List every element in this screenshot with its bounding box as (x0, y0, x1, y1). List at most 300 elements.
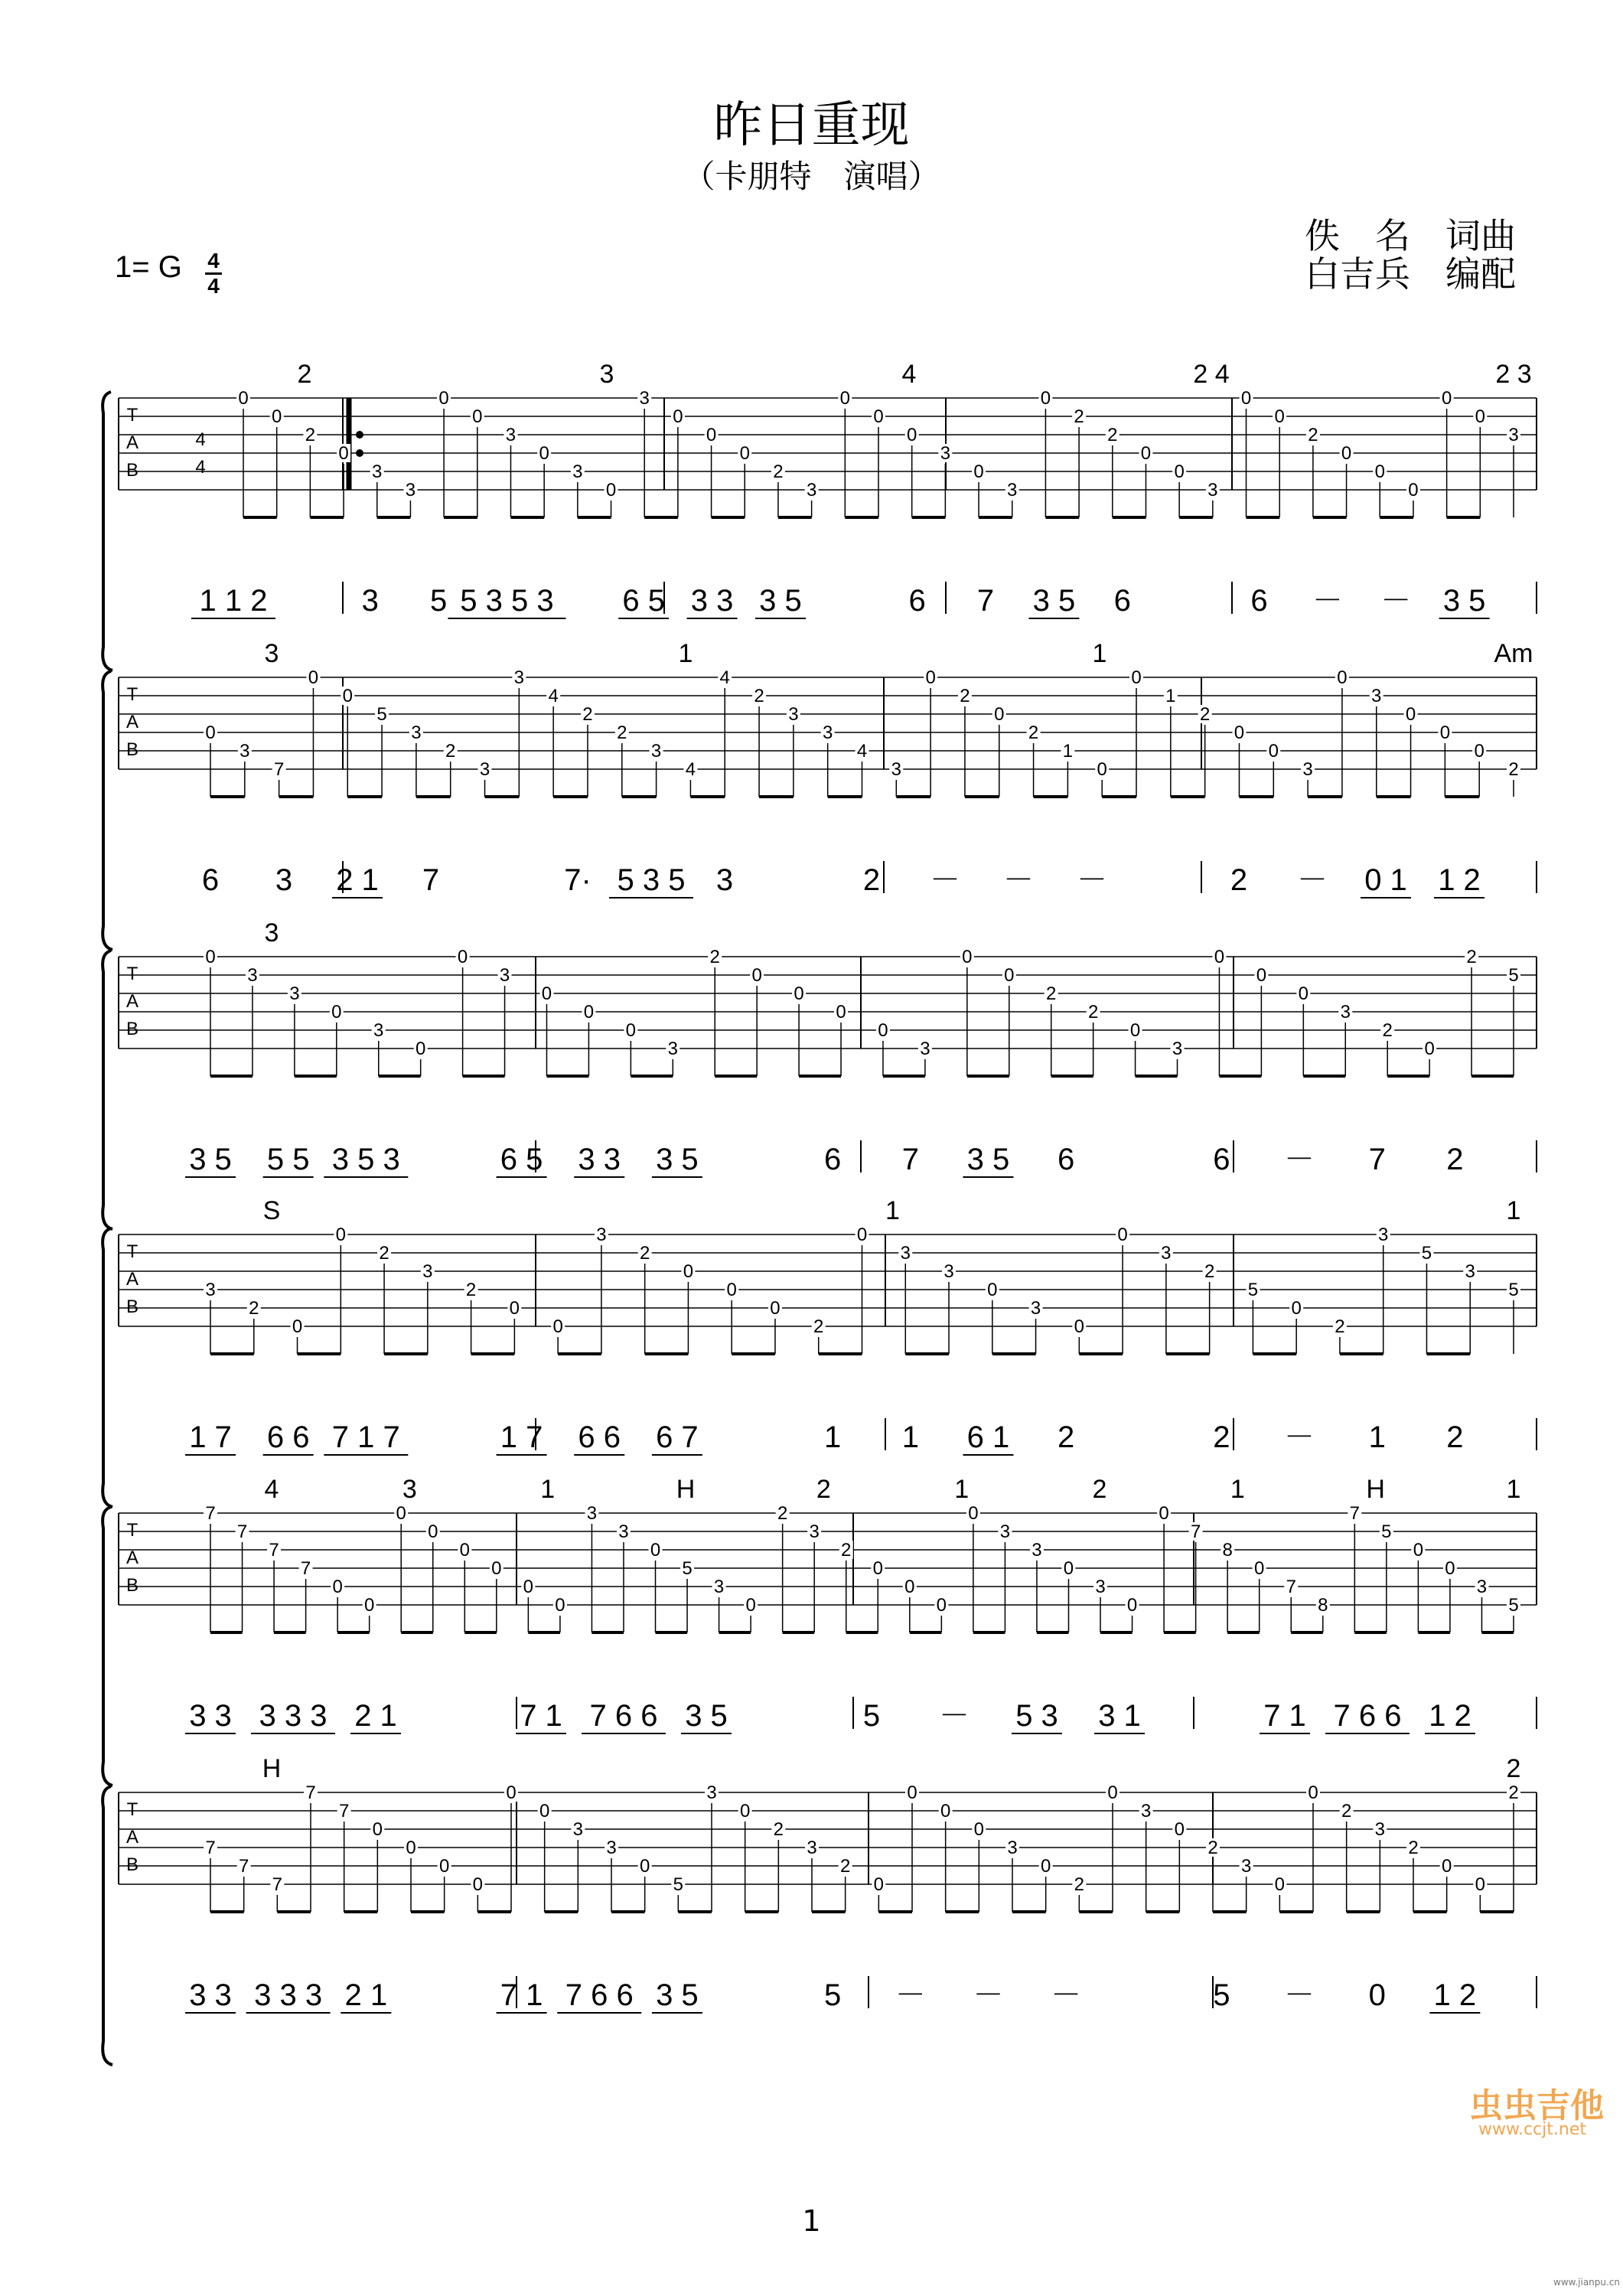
tab-fret-number: 7 (205, 1838, 216, 1858)
tab-fret-number: 0 (994, 704, 1005, 725)
tab-fret-number: 3 (1476, 1577, 1488, 1597)
tab-fret-number: 2 (841, 1540, 852, 1561)
tab-fret-number: 0 (292, 1316, 303, 1337)
tab-fret-number: 3 (807, 1838, 817, 1858)
jianpu-note: 7 6 6 (589, 1699, 658, 1733)
jianpu-note: 3 5 (189, 1143, 232, 1176)
repeat-dot (356, 449, 363, 457)
finger-number: 1 (540, 1475, 556, 1504)
tab-fret-number: 0 (605, 480, 617, 501)
tab-fret-number: 0 (415, 1039, 426, 1059)
tab-fret-number: 2 (617, 722, 627, 743)
jianpu-note: 2 (1213, 1420, 1230, 1454)
finger-number: 2 4 (1193, 360, 1230, 389)
tab-fret-number: 0 (904, 1577, 915, 1597)
key-signature: 1= G (115, 250, 182, 284)
tab-fret-number: 2 (1199, 704, 1211, 725)
tab-fret-number: 3 (1007, 480, 1018, 501)
tab-fret-number: 3 (999, 1521, 1011, 1542)
system-1 (103, 360, 1537, 670)
finger-number: H (262, 1754, 282, 1783)
jianpu-note: 1 7 (189, 1420, 232, 1454)
tab-clef-letter: T (126, 684, 139, 705)
tab-fret-number: 0 (539, 1801, 550, 1821)
tab-fret-number: 3 (618, 1521, 629, 1542)
tab-fret-number: 3 (900, 1243, 911, 1264)
tab-fret-number: 2 (1341, 1801, 1352, 1821)
tab-fret-number: 0 (794, 983, 804, 1004)
jianpu-note: － (1380, 584, 1412, 618)
tab-clef-letter: B (125, 1296, 139, 1317)
tab-fret-number: 3 (405, 480, 416, 501)
jianpu-note: 1 2 (1429, 1699, 1471, 1733)
tab-fret-number: 0 (472, 1874, 484, 1895)
page-number: 1 (802, 2204, 821, 2238)
tab-fret-number: 2 (1046, 983, 1057, 1004)
tab-fret-number: 7 (205, 1503, 216, 1524)
tab-fret-number: 0 (925, 667, 936, 688)
jianpu-note: 5 5 (266, 1143, 310, 1176)
tab-clef-letter: B (125, 739, 139, 760)
jianpu-note: 3 3 (578, 1143, 621, 1176)
tab-fret-number: 0 (625, 1020, 637, 1041)
tab-clef-letter: T (126, 964, 139, 984)
jianpu-note: 5 (1213, 1978, 1230, 2012)
tab-fret-number: 0 (332, 1577, 343, 1597)
tab-fret-number: 0 (1131, 667, 1142, 688)
tab-fret-number: 3 (1374, 1819, 1386, 1840)
jianpu-note: 6 (1113, 584, 1131, 618)
tab-fret-number: 0 (583, 1002, 595, 1022)
tab-fret-number: 3 (639, 388, 650, 409)
tab-fret-number: 0 (1040, 1856, 1051, 1877)
tab-fret-number: 2 (1308, 425, 1318, 445)
tab-fret-number: 7 (300, 1558, 311, 1579)
finger-number: 1 (1506, 1475, 1521, 1504)
jianpu-note: 3 3 (189, 1978, 232, 2012)
tab-fret-number: 3 (1302, 759, 1313, 780)
jianpu-note: 6 (201, 863, 220, 897)
tab-fret-number: 0 (372, 1819, 383, 1840)
tab-fret-number: 0 (205, 722, 216, 743)
tab-fret-number: 2 (305, 425, 316, 445)
tab-fret-number: 2 (754, 686, 764, 706)
watermark-logo: 虫虫吉他 (1469, 2086, 1604, 2125)
tab-fret-number: 2 (960, 686, 970, 706)
tab-fret-number: 5 (376, 704, 387, 725)
tab-fret-number: 0 (907, 1782, 917, 1803)
jianpu-note: 6 1 (966, 1420, 1010, 1454)
tab-fret-number: 0 (438, 1856, 450, 1877)
tab-fret-number: 1 (1165, 686, 1176, 706)
credit-arranger: 白吉兵 编配 (1305, 253, 1516, 295)
tab-fret-number: 0 (907, 425, 917, 445)
tab-fret-number: 0 (1445, 1558, 1455, 1579)
tab-fret-number: 7 (1349, 1503, 1360, 1524)
tab-fret-number: 0 (683, 1261, 694, 1282)
tab-fret-number: 0 (962, 947, 973, 967)
tab-fret-number: 0 (1254, 1558, 1265, 1579)
tab-fret-number: 4 (719, 667, 730, 688)
tab-fret-number: 2 (1466, 947, 1477, 967)
jianpu-note: 2 1 (344, 1978, 388, 2012)
tab-fret-number: 3 (809, 1521, 820, 1542)
jianpu-note: 3 5 (1032, 584, 1076, 618)
tab-fret-number: 0 (1159, 1503, 1169, 1524)
system-brace (103, 1786, 112, 2065)
system-brace (103, 392, 112, 670)
tab-fret-number: 0 (1126, 1595, 1138, 1616)
jianpu-note: 1 2 (1433, 1978, 1477, 2012)
tab-fret-number: 3 (1340, 1002, 1351, 1022)
finger-number: Am (1494, 639, 1533, 668)
jianpu-note: － (895, 1978, 926, 2012)
tab-fret-number: 2 (582, 704, 593, 725)
tab-fret-number: 7 (269, 1540, 279, 1561)
tab-fret-number: 3 (411, 722, 422, 743)
tab-fret-number: 3 (572, 461, 583, 482)
tab-fret-number: 3 (1031, 1540, 1042, 1561)
tab-fret-number: 0 (308, 667, 319, 688)
jianpu-note: － (1312, 584, 1343, 618)
system-5 (103, 1475, 1537, 1786)
tab-fret-number: 0 (751, 965, 762, 986)
tab-fret-number: 5 (682, 1558, 693, 1579)
tab-fret-number: 2 (777, 1503, 788, 1524)
tab-fret-number: 0 (739, 443, 750, 464)
tab-fret-number: 0 (552, 1316, 563, 1337)
finger-number: 3 (264, 639, 279, 668)
tab-clef-letter: B (125, 460, 139, 481)
jianpu-note: 3 (715, 863, 734, 897)
tab-clef-letter: B (125, 1575, 139, 1596)
tab-fret-number: 0 (1337, 667, 1348, 688)
jianpu-note: 0 1 (1364, 863, 1407, 897)
tab-fret-number: 3 (1465, 1261, 1475, 1282)
tab-fret-number: 3 (806, 480, 817, 501)
tab-fret-number: 5 (673, 1874, 684, 1895)
tab-fret-number: 0 (491, 1558, 502, 1579)
finger-number: 2 (297, 360, 312, 389)
tab-fret-number: 0 (438, 388, 449, 409)
tab-fret-number: 7 (338, 1801, 350, 1821)
time-signature-top: 4 (207, 249, 220, 272)
tab-fret-number: 7 (1286, 1577, 1296, 1597)
tab-clef-letter: T (126, 1520, 139, 1541)
tab-fret-number: 3 (205, 1280, 216, 1300)
tab-fret-number: 0 (1063, 1558, 1074, 1579)
jianpu-note: 7 (1368, 1143, 1386, 1176)
tab-fret-number: 0 (878, 1020, 888, 1041)
finger-number: 2 (1506, 1754, 1521, 1783)
tab-fret-number: 0 (973, 1819, 985, 1840)
tab-fret-number: 2 (773, 461, 784, 482)
repeat-dot (356, 431, 363, 439)
tab-fret-number: 0 (1240, 388, 1252, 409)
tab-fret-number: 0 (1341, 443, 1352, 464)
finger-number: 1 (885, 1196, 900, 1225)
tab-fret-number: 0 (856, 1225, 868, 1245)
time-signature-bottom: 4 (207, 274, 220, 298)
tab-clef-letter: A (125, 1548, 139, 1568)
jianpu-note: 1 7 (500, 1420, 543, 1454)
tab-fret-number: 0 (472, 406, 483, 427)
tab-clef-letter: A (125, 432, 139, 453)
song-title: 昨日重现 (713, 97, 910, 154)
tab-clef-letter: T (126, 1799, 139, 1820)
jianpu-note: 7 (901, 1143, 919, 1176)
tab-fret-number: 0 (872, 1558, 883, 1579)
tab-time-top: 4 (195, 429, 206, 450)
tab-fret-number: 0 (873, 1874, 885, 1895)
jianpu-note: － (1297, 863, 1328, 897)
tab-fret-number: 2 (1074, 406, 1084, 427)
tab-fret-number: 0 (639, 1856, 650, 1877)
tab-fret-number: 0 (745, 1595, 756, 1616)
jianpu-note: 7 6 6 (1333, 1699, 1402, 1733)
jianpu-note: － (1284, 1978, 1315, 2012)
finger-number: 3 (599, 360, 614, 389)
tab-fret-number: 7 (236, 1521, 248, 1542)
jianpu-note: 6 (908, 584, 926, 618)
finger-number: H (1366, 1475, 1385, 1504)
tab-fret-number: 0 (1424, 1039, 1435, 1059)
tab-fret-number: 0 (1291, 1298, 1302, 1319)
system-3 (103, 918, 1537, 1229)
tab-fret-number: 2 (1028, 722, 1039, 743)
tab-fret-number: 3 (499, 965, 510, 986)
tab-fret-number: 0 (739, 1801, 751, 1821)
tab-fret-number: 0 (205, 947, 216, 967)
tab-fret-number: 3 (943, 1261, 954, 1282)
tab-fret-number: 0 (396, 1503, 406, 1524)
jianpu-note: 5 (429, 584, 448, 618)
tab-fret-number: 7 (272, 1874, 283, 1895)
tab-fret-number: 3 (606, 1838, 617, 1858)
jianpu-note: 5 3 5 (617, 863, 686, 897)
jianpu-note: 3 5 (656, 1143, 699, 1176)
tab-fret-number: 3 (650, 741, 662, 762)
tab-fret-number: 8 (1222, 1540, 1233, 1561)
tab-fret-number: 2 (1508, 759, 1519, 780)
jianpu-note: 3 (275, 863, 293, 897)
tab-fret-number: 5 (1508, 1595, 1519, 1616)
tab-fret-number: 0 (973, 461, 984, 482)
jianpu-note: 3 5 (685, 1699, 728, 1733)
jianpu-note: 2 (1230, 863, 1248, 897)
tab-fret-number: 1 (1062, 741, 1074, 762)
tab-fret-number: 0 (331, 1002, 342, 1022)
tab-fret-number: 8 (1318, 1595, 1328, 1616)
jianpu-note: 3 3 (189, 1699, 232, 1733)
tab-fret-number: 0 (650, 1540, 661, 1561)
tab-fret-number: 3 (940, 443, 951, 464)
jianpu-note: － (1077, 863, 1107, 897)
tab-fret-number: 3 (1371, 686, 1382, 706)
finger-number: 4 (901, 360, 917, 389)
jianpu-note: － (1051, 1978, 1082, 2012)
tab-fret-number: 3 (1378, 1225, 1389, 1245)
watermark-url: www.ccjt.net (1478, 2120, 1586, 2139)
tab-fret-number: 3 (1207, 480, 1218, 501)
jianpu-note: 6 6 (266, 1420, 310, 1454)
tab-fret-number: 0 (1274, 406, 1285, 427)
tab-fret-number: 0 (1475, 1874, 1486, 1895)
jianpu-note: 6 6 (578, 1420, 621, 1454)
jianpu-note: 2 (1446, 1420, 1464, 1454)
tab-fret-number: 0 (1097, 759, 1107, 780)
finger-number: 1 (1092, 639, 1107, 668)
tab-fret-number: 3 (289, 983, 300, 1004)
tab-fret-number: 0 (457, 947, 468, 967)
system-6 (103, 1754, 1537, 2065)
tab-fret-number: 2 (379, 1243, 389, 1264)
tab-fret-number: 3 (1140, 1801, 1152, 1821)
tab-fret-number: 2 (1074, 1874, 1085, 1895)
jianpu-note: 6 (824, 1143, 842, 1176)
tab-clef-letter: A (125, 712, 139, 732)
jianpu-note: 0 (1368, 1978, 1386, 2012)
tab-fret-number: 3 (247, 965, 258, 986)
tab-fret-number: 2 (709, 947, 720, 967)
finger-number: 1 (678, 639, 693, 668)
tab-fret-number: 0 (1475, 406, 1485, 427)
system-brace (103, 671, 112, 950)
tab-fret-number: 0 (1107, 1782, 1118, 1803)
tab-fret-number: 0 (726, 1280, 737, 1300)
tab-fret-number: 3 (1161, 1243, 1172, 1264)
tab-fret-number: 3 (240, 741, 250, 762)
jianpu-note: 3 3 (690, 584, 734, 618)
jianpu-note: 3 1 (1098, 1699, 1141, 1733)
tab-fret-number: 0 (1408, 480, 1419, 501)
tab-fret-number: 3 (823, 722, 833, 743)
tab-fret-number: 0 (706, 425, 717, 445)
jianpu-note: 3 5 (966, 1143, 1010, 1176)
jianpu-note: － (939, 1699, 970, 1733)
tab-clef-letter: A (125, 1827, 139, 1848)
tab-fret-number: 2 (813, 1316, 824, 1337)
tab-fret-number: 3 (586, 1503, 598, 1524)
jianpu-note: 7 1 (500, 1978, 543, 2012)
tab-fret-number: 7 (305, 1782, 316, 1803)
tab-fret-number: 0 (1405, 704, 1416, 725)
tab-fret-number: 0 (428, 1521, 438, 1542)
tab-fret-number: 3 (1007, 1838, 1018, 1858)
jianpu-note: 2 1 (354, 1699, 397, 1733)
tab-fret-number: 0 (1040, 388, 1051, 409)
tab-fret-number: 2 (1508, 1782, 1519, 1803)
tab-fret-number: 2 (1107, 425, 1118, 445)
tab-fret-number: 3 (1508, 425, 1519, 445)
tab-fret-number: 0 (836, 1002, 846, 1022)
tab-fret-number: 3 (422, 1261, 433, 1282)
jianpu-note: 1 2 (1438, 863, 1481, 897)
tab-fret-number: 0 (1004, 965, 1015, 986)
jianpu-note: 7 (422, 863, 440, 897)
tab-fret-number: 4 (856, 741, 868, 762)
jianpu-note: 3 3 3 (259, 1699, 328, 1733)
tab-fret-number: 3 (706, 1782, 717, 1803)
tab-fret-number: 0 (936, 1595, 947, 1616)
tab-fret-number: 3 (513, 667, 525, 688)
jianpu-note: 6 5 (500, 1143, 543, 1176)
jianpu-note: 5 (862, 1699, 881, 1733)
jianpu-note: 1 (824, 1420, 842, 1454)
tab-fret-number: 0 (1129, 1020, 1141, 1041)
tab-fret-number: 3 (373, 1020, 384, 1041)
tab-fret-number: 3 (920, 1039, 930, 1059)
tab-fret-number: 5 (1421, 1243, 1432, 1264)
tab-fret-number: 2 (1207, 1838, 1218, 1858)
jianpu-note: 6 5 (622, 584, 666, 618)
tab-clef-letter: T (126, 405, 139, 426)
jianpu-note: 6 (1057, 1143, 1075, 1176)
jianpu-note: 3 5 (759, 584, 802, 618)
tab-fret-number: 0 (1234, 722, 1245, 743)
tab-fret-number: 5 (1381, 1521, 1392, 1542)
tab-fret-number: 0 (1174, 461, 1185, 482)
tab-fret-number: 0 (839, 388, 850, 409)
tab-fret-number: 0 (940, 1801, 951, 1821)
tab-fret-number: 0 (770, 1298, 781, 1319)
finger-number: 3 (264, 918, 279, 947)
tab-clef-letter: T (126, 1241, 139, 1262)
tab-fret-number: 0 (1298, 983, 1309, 1004)
tab-fret-number: 7 (238, 1856, 249, 1877)
jianpu-note: 2 (1057, 1420, 1075, 1454)
tab-fret-number: 3 (505, 425, 517, 445)
tab-fret-number: 0 (1256, 965, 1267, 986)
tab-fret-number: 2 (1087, 1002, 1099, 1022)
tab-fret-number: 0 (523, 1577, 534, 1597)
jianpu-note: － (1284, 1420, 1315, 1454)
jianpu-note: 7· (564, 863, 592, 897)
system-brace (103, 1228, 112, 1507)
tab-fret-number: 2 (1335, 1316, 1345, 1337)
finger-number: 1 (1506, 1196, 1521, 1225)
jianpu-note: 3 5 (1442, 584, 1486, 618)
jianpu-note: － (1003, 863, 1034, 897)
tab-time-bottom: 4 (195, 457, 206, 478)
jianpu-note: 5 3 (1015, 1699, 1058, 1733)
tab-fret-number: 0 (873, 406, 884, 427)
jianpu-note: 3 (361, 584, 379, 618)
tab-fret-number: 2 (773, 1819, 784, 1840)
tab-fret-number: 0 (364, 1595, 375, 1616)
tab-fret-number: 0 (342, 686, 353, 706)
tab-fret-number: 2 (1408, 1838, 1419, 1858)
tab-fret-number: 0 (335, 1225, 346, 1245)
tab-fret-number: 2 (465, 1280, 477, 1300)
finger-number: S (262, 1196, 281, 1225)
tab-fret-number: 4 (685, 759, 696, 780)
tab-clef-letter: B (125, 1019, 139, 1039)
finger-number: 1 (954, 1475, 970, 1504)
tab-fret-number: 0 (338, 443, 349, 464)
jianpu-note: 7 1 7 (331, 1420, 400, 1454)
tab-fret-number: 0 (506, 1782, 517, 1803)
tab-fret-number: 3 (1172, 1039, 1183, 1059)
tab-fret-number: 3 (788, 704, 799, 725)
jianpu-note: 1 (1368, 1420, 1386, 1454)
tab-fret-number: 0 (1308, 1782, 1318, 1803)
tab-fret-number: 5 (1247, 1280, 1259, 1300)
jianpu-note: 5 3 5 3 (460, 584, 554, 618)
finger-number: 2 3 (1495, 360, 1532, 389)
tab-fret-number: 0 (272, 406, 282, 427)
jianpu-note: 1 1 2 (199, 584, 268, 618)
